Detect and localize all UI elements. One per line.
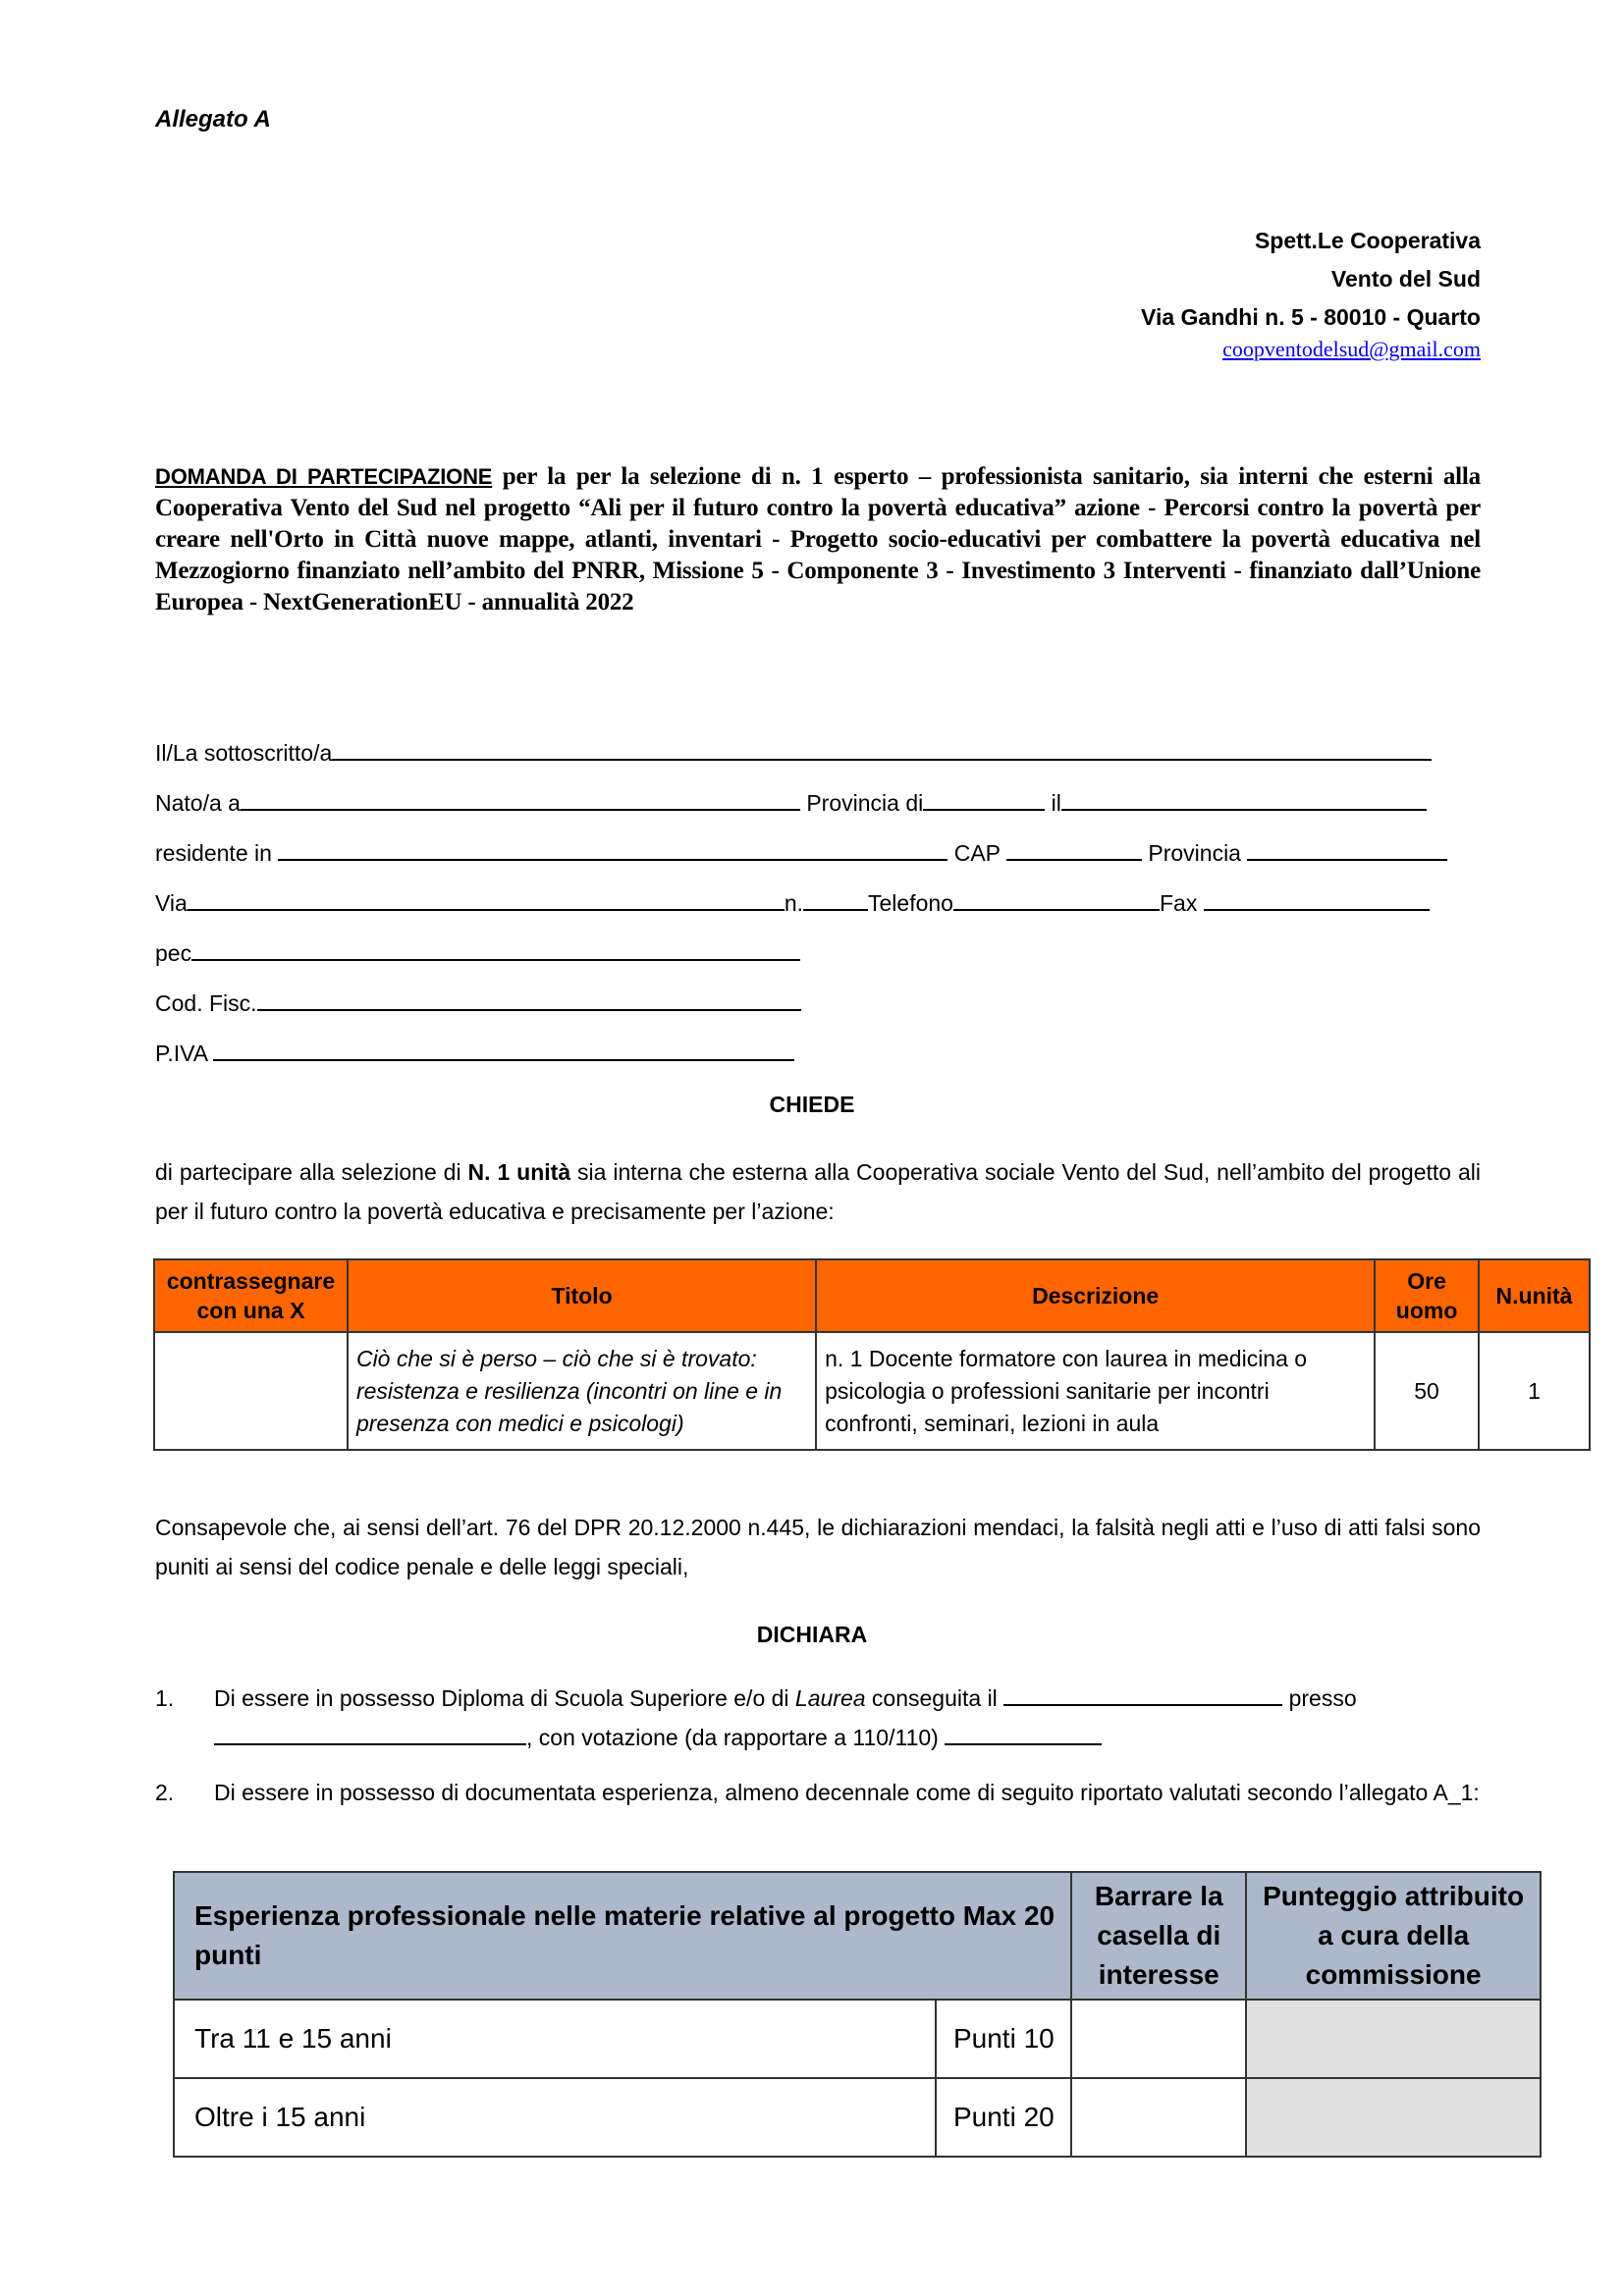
item-text [214,1679,1481,1757]
cap-label: CAP [953,840,1001,866]
item-number: 2. [155,1780,175,1805]
attachment-label: Allegato A [155,106,271,133]
committee-score-cell [1246,2078,1541,2157]
field-row-nascita [155,788,1530,838]
chiede-text-bold: N. 1 unità [467,1159,571,1185]
item1-text-laurea: Laurea [794,1685,866,1711]
chiede-text-1: di partecipare alla selezione di [155,1159,468,1185]
field-row-pec [155,938,1530,988]
consapevole-paragraph: Consapevole che, ai sensi dell’art. 76 del DPR 20.12.2000 n.445, le dichiarazioni mendaci, la falsità negli atti e l’uso di atti falsi sono puniti ai sensi del codice penale e delle leggi speciali, [155,1515,1481,1579]
committee-score-cell [1246,2000,1541,2078]
residence-province-input[interactable] [1247,839,1447,861]
col-header-mark: contrassegnare con una X [154,1259,348,1332]
action-selection-table [153,1258,1591,1451]
chiede-heading: CHIEDE [769,1092,855,1117]
table-row [174,2078,1541,2157]
item1-text-c: presso [1282,1685,1357,1711]
item-number: 1. [155,1685,175,1711]
addressee-email-link[interactable]: coopventodelsud@gmail.com [1222,337,1481,361]
declaration-item-2 [155,1773,1481,1812]
checkbox-cell[interactable] [1071,2000,1246,2078]
nato-label: Nato/a a [155,790,241,816]
table-row [154,1332,1590,1450]
field-row-sottoscritto [155,738,1530,788]
col-header-experience: Esperienza professionale nelle materie relative al progetto Max 20 punti [174,1872,1071,2000]
table-row [174,2000,1541,2078]
points-cell: Punti 20 [936,2078,1071,2157]
col-header-barrare: Barrare la casella di interesse [1071,1872,1246,2000]
col-header-titolo: Titolo [348,1259,816,1332]
application-title: DOMANDA DI PARTECIPAZIONE [155,464,493,489]
addressee-line-2: Vento del Sud [1330,266,1481,292]
field-row-via [155,888,1530,938]
cap-input[interactable] [1006,839,1142,861]
item1-text-b: conseguita il [865,1685,1004,1711]
col-header-punteggio: Punteggio attribuito a cura della commissione [1246,1872,1541,2000]
birthdate-input[interactable] [1061,789,1427,811]
field-row-cod-fisc [155,988,1530,1039]
col-header-unita: N.unità [1479,1259,1590,1332]
grade-input[interactable] [945,1724,1102,1745]
item-text: Di essere in possesso di documentata esperienza, almeno decennale come di seguito riportato valutati secondo l’allegato A_1: [214,1780,1480,1805]
mark-cell[interactable] [154,1332,348,1450]
pec-label: pec [155,940,192,966]
il-label: il [1051,790,1061,816]
item1-text-d: , con votazione (da rapportare a 110/110) [526,1725,946,1750]
application-description: per la per la selezione di n. 1 esperto – professionista sanitario, sia interni che esterni alla Cooperativa Vento del Sud nel progetto “Ali per il futuro contro la povertà educativa” azione - Percorsi contro la povertà per creare nell'Orto in Città nuove mappe, atlanti, inventari - Progetto socio-educativi per combattere la povertà educativa nel Mezzogiorno finanziato nell’ambito del PNRR, Missione 5 - Componente 3 - Investimento 3 Interventi - finanziato dall’Unione Europea - NextGenerationEU - annualità 2022 [155,463,1481,615]
chiede-text-2: sia interna che esterna alla Cooperativa sociale Vento del Sud, nell’ambito del progetto ali per il futuro contro la povertà educativa e precisamente per l’azione: [155,1159,1482,1224]
table-header-row [174,1872,1541,2000]
experience-range-cell: Tra 11 e 15 anni [174,2000,936,2078]
via-label: Via [155,890,188,916]
cod-fisc-input[interactable] [257,989,801,1011]
institution-input[interactable] [214,1724,526,1745]
phone-input[interactable] [953,889,1160,911]
telefono-label: Telefono [868,890,953,916]
number-label: n. [784,890,804,916]
residence-input[interactable] [278,839,947,861]
col-header-descrizione: Descrizione [816,1259,1375,1332]
chiede-paragraph [155,1152,1481,1231]
birth-province-input[interactable] [923,789,1045,811]
experience-range-cell: Oltre i 15 anni [174,2078,936,2157]
fax-input[interactable] [1204,889,1430,911]
street-number-input[interactable] [803,889,868,911]
field-row-piva [155,1039,1530,1089]
dichiara-heading: DICHIARA [756,1622,868,1647]
descrizione-cell: n. 1 Docente formatore con laurea in medicina o psicologia o professioni sanitarie per incontri confronti, seminari, lezioni in aula [816,1332,1375,1450]
field-row-residenza [155,838,1530,888]
personal-data-form [155,738,1530,1089]
sottoscritto-label: Il/La sottoscritto/a [155,740,333,766]
application-intro [155,461,1481,618]
piva-input[interactable] [213,1040,794,1061]
ore-cell: 50 [1375,1332,1479,1450]
provincia-label: Provincia [1148,840,1241,866]
item1-text-a: Di essere in possesso Diploma di Scuola Superiore e/o di [214,1685,795,1711]
residente-label: residente in [155,840,272,866]
birthplace-input[interactable] [241,789,800,811]
street-input[interactable] [188,889,785,911]
titolo-cell: Ciò che si è perso – ciò che si è trovato: resistenza e resilienza (incontri on line e in presenza con medici e psicologi) [348,1332,816,1450]
col-header-ore: Ore uomo [1375,1259,1479,1332]
graduation-date-input[interactable] [1003,1684,1282,1706]
declaration-item-1 [155,1679,1481,1757]
addressee-line-3: Via Gandhi n. 5 - 80010 - Quarto [1141,304,1481,330]
checkbox-cell[interactable] [1071,2078,1246,2157]
pec-input[interactable] [191,939,800,961]
piva-label: P.IVA [155,1041,207,1066]
unita-cell: 1 [1479,1332,1590,1450]
addressee-line-1: Spett.Le Cooperativa [1254,228,1481,253]
provincia-di-label: Provincia di [806,790,924,816]
cod-fisc-label: Cod. Fisc. [155,990,257,1016]
experience-score-table [173,1871,1542,2158]
points-cell: Punti 10 [936,2000,1071,2078]
fax-label: Fax [1159,890,1198,916]
sottoscritto-input[interactable] [332,739,1432,761]
table-header-row [154,1259,1590,1332]
addressee-block [1141,222,1481,362]
